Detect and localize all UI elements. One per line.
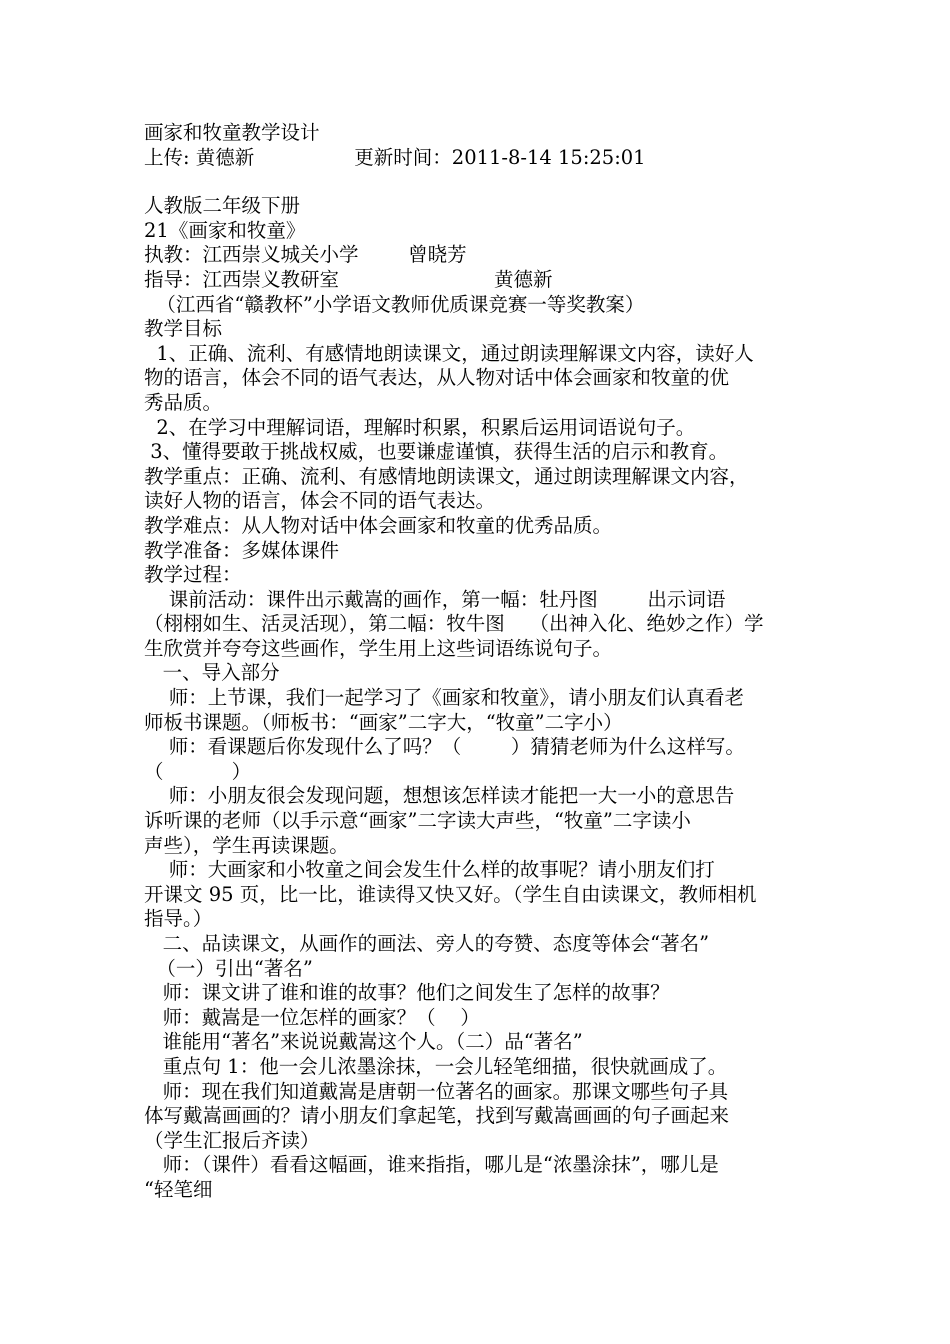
text-line: 师：现在我们知道戴嵩是唐朝一位著名的画家。那课文哪些句子具	[144, 1079, 729, 1103]
document-title: 画家和牧童教学设计	[144, 121, 320, 144]
document-body	[144, 121, 814, 1203]
text-line: 声些），学生再读课题。	[144, 833, 349, 857]
body-text	[144, 194, 814, 1202]
text-line: 生欣赏并夸夸这些画作，学生用上这些词语练说句子。	[144, 636, 613, 660]
text-line: 体写戴嵩画画的？请小朋友们拿起笔，找到写戴嵩画画的句子画起来	[144, 1104, 730, 1128]
text-line: 21《画家和牧童》	[144, 218, 306, 242]
text-line: 教学准备：多媒体课件	[144, 538, 340, 562]
text-line: 教学目标	[144, 317, 223, 341]
text-line: 师：课文讲了谁和谁的故事？他们之间发生了怎样的故事？	[144, 981, 670, 1005]
text-line: 教学难点：从人物对话中体会画家和牧童的优秀品质。	[144, 513, 613, 537]
text-line: 师：上节课，我们一起学习了《画家和牧童》，请小朋友们认真看老	[144, 686, 745, 710]
text-line: 诉听课的老师（以手示意“画家”二字读大声些，“牧童”二字读小	[144, 809, 691, 833]
text-line: 二、品读课文，从画作的画法、旁人的夸赞、态度等体会“著名”	[144, 932, 710, 955]
text-line: 2、在学习中理解词语，理解时积累，积累后运用词语说句子。	[144, 415, 696, 439]
text-line: 指导。）	[144, 907, 213, 931]
text-line: 开课文 95 页，比一比，谁读得又快又好。（学生自由读课文，教师相机	[144, 882, 757, 906]
text-line: “轻笔细	[144, 1177, 213, 1201]
upload-info	[144, 146, 814, 171]
text-line: 读好人物的语言，体会不同的语气表达。	[144, 489, 496, 513]
text-line: （学生汇报后齐读）	[144, 1128, 320, 1152]
text-line: 师板书课题。（师板书：“画家”二字大，“牧童”二字小）	[144, 710, 623, 734]
text-line: 执教：江西崇义城关小学 曾晓芳	[144, 243, 467, 267]
text-line: 1、正确、流利、有感情地朗读课文，通过朗读理解课文内容，读好人	[144, 341, 754, 365]
text-line: 秀品质。	[144, 390, 223, 414]
text-line: 教学重点：正确、流利、有感情地朗读课文，通过朗读理解课文内容，	[144, 464, 749, 488]
text-line: 教学过程：	[144, 563, 242, 587]
text-line: （栩栩如生、活灵活现），第二幅：牧牛图 （出神入化、绝妙之作）学	[144, 612, 764, 636]
text-line: （江西省“赣教杯”小学语文教师优质课竞赛一等奖教案）	[144, 292, 645, 316]
text-line: 师：戴嵩是一位怎样的画家？（ ）	[144, 1005, 480, 1029]
text-line: 师：看课题后你发现什么了吗？（ ）猜猜老师为什么这样写。	[144, 735, 745, 759]
uploader: 上传: 黄德新	[144, 145, 255, 169]
text-line: （ ）	[144, 759, 252, 783]
update-time: 更新时间：2011-8-14 15:25:01	[354, 145, 646, 169]
text-line: 谁能用“著名”来说说戴嵩这个人。（二）品“著名”	[144, 1030, 583, 1054]
text-line: （一）引出“著名”	[144, 956, 313, 980]
text-line: 师：（课件）看看这幅画，谁来指指，哪儿是“浓墨涂抹”，哪儿是	[144, 1153, 719, 1177]
text-line: 物的语言，体会不同的语气表达，从人物对话中体会画家和牧童的优	[144, 366, 730, 390]
text-line: 重点句 1：他一会儿浓墨涂抹，一会儿轻笔细描，很快就画成了。	[144, 1054, 728, 1078]
text-line: 一、导入部分	[144, 661, 280, 685]
blank-line	[144, 170, 814, 194]
text-line: 指导：江西崇义教研室 黄德新	[144, 267, 553, 291]
text-line: 3、懂得要敢于挑战权威，也要谦虚谨慎，获得生活的启示和教育。	[144, 440, 729, 464]
text-line: 课前活动：课件出示戴嵩的画作，第一幅：牡丹图 出示词语	[144, 587, 726, 611]
text-line: 师：小朋友很会发现问题，想想该怎样读才能把一大一小的意思告	[144, 784, 735, 808]
text-line: 人教版二年级下册	[144, 194, 301, 218]
text-line: 师：大画家和小牧童之间会发生什么样的故事呢？请小朋友们打	[144, 858, 715, 882]
